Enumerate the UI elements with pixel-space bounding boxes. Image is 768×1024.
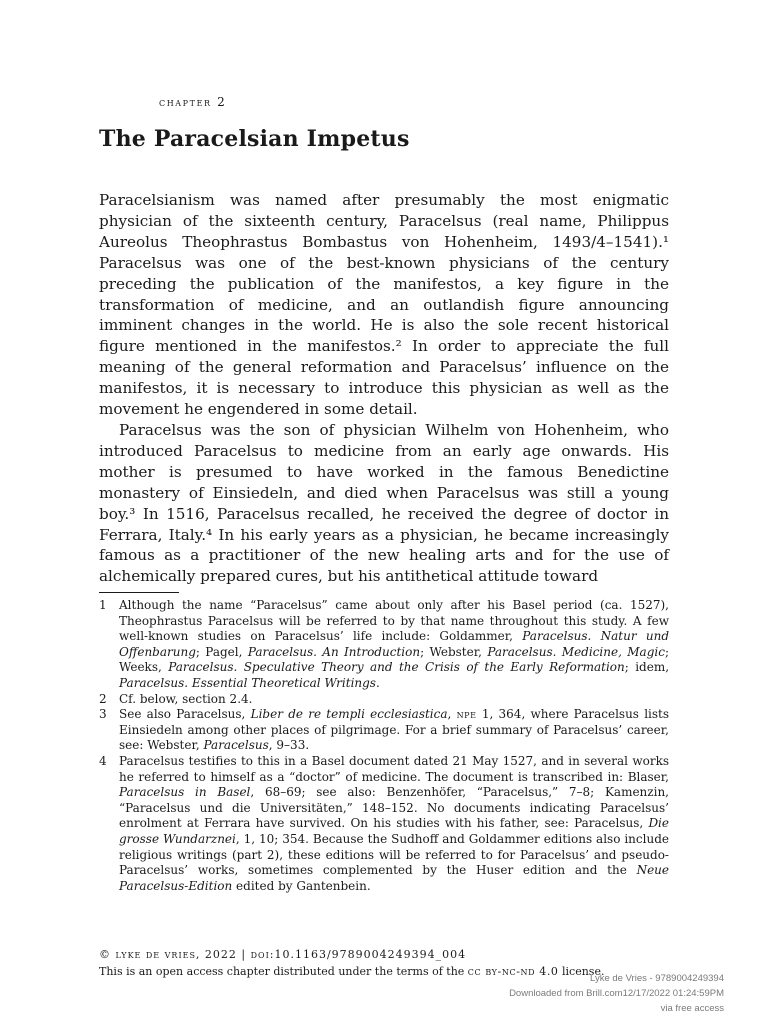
footnote-italic-run: Neue Paracelsus-Edition xyxy=(119,863,669,893)
footnote-text-run: ; Weeks, xyxy=(119,644,670,675)
copyright-text: lyke de vries, 2022 | doi:10.1163/9789004249394_004 xyxy=(115,948,467,961)
footnote-number: 4 xyxy=(99,753,107,768)
copyright-symbol: © xyxy=(99,948,111,961)
footnote-text-run: . xyxy=(375,675,380,690)
footnote-italic-run: Paracelsus. Medicine, Magic xyxy=(487,644,665,659)
footnote-italic-run: Paracelsus xyxy=(203,738,269,753)
watermark-line-1: Lyke de Vries - 9789004249394 xyxy=(590,973,724,984)
footnote-rule xyxy=(99,592,179,593)
footnote-text xyxy=(119,598,669,690)
footnote-text-run: Paracelsus testifies to this in a Basel document dated 21 May 1527, and in several works he referred to himself as a “doctor” of medicine. The document is transcribed in: Blaser, xyxy=(119,753,669,784)
footnote-text-run: ; idem, xyxy=(624,660,670,675)
footnote-italic-run: Paracelsus. An Introduction xyxy=(247,644,421,659)
body-paragraph-1: Paracelsianism was named after presumably the most enigmatic physician of the sixteenth century, Paracelsus (real name, Philippus Aureolus Theophrastus Bombastus von Hohenheim, 1493/4–1541).¹ Paracelsus was one of the best-known physicians of the century preceding the publication of the manifestos, a key figure in the transformation of medicine, and an outlandish figure announcing imminent changes in the world. He is also the sole recent historical figure mentioned in the manifestos.² In order to appreciate the full meaning of the general reformation and Paracelsus’ influence on the manifestos, it is necessary to introduce this physician as well as the movement he engendered in some detail. xyxy=(99,191,669,419)
chapter-label: chapter 2 xyxy=(159,95,227,109)
footnote-text-run: Although the name “Paracelsus” came about only after his Basel period (ca. 1527), Theophrastus Paracelsus will be referred to by that name throughout this study. A few well-known studies on Paracelsus’ life include: Goldammer, xyxy=(119,598,669,644)
footnote-italic-run: Die grosse Wundarznei xyxy=(119,816,669,846)
footnote-italic-run: Paracelsus in Basel xyxy=(119,785,251,800)
footnote-text xyxy=(119,692,252,706)
footnote-1 xyxy=(99,598,669,692)
footnote-text-run: ; Pagel, xyxy=(195,644,248,659)
footnote-text-run: edited by Gantenbein. xyxy=(232,878,371,893)
footnote-italic-run: Paracelsus. Speculative Theory and the Crisis of the Early Reformation xyxy=(168,660,625,675)
footnote-text-run: Cf. below, section 2.4. xyxy=(119,691,253,706)
footnote-text-run: , 1, 10; 354. Because the Sudhoff and Goldammer editions also include religious writings (part 2), these editions will be referred to for Paracelsus’ and pseudo-Paracelsus’ works, sometimes complemented by the Huser edition and the xyxy=(119,831,669,878)
license-suffix: license. xyxy=(558,965,605,978)
footnote-text-run: ; Webster, xyxy=(420,644,488,659)
footnote-text xyxy=(119,707,669,752)
license-prefix: This is an open access chapter distributed under the terms of the xyxy=(99,965,468,978)
footnote-number: 3 xyxy=(99,707,107,722)
footnote-number: 2 xyxy=(99,691,107,706)
footnote-text-run: , xyxy=(447,707,457,722)
footnote-text-run: npe xyxy=(456,707,477,722)
download-watermark xyxy=(509,971,724,1016)
footnote-4 xyxy=(99,754,669,894)
footnote-text-run: , 9–33. xyxy=(268,738,310,753)
footnote-text-run: , 68–69; see also: Benzenhöfer, “Paracelsus,” 7–8; Kamenzin, “Paracelsus und die Universitäten,” 148–152. No documents indicating Paracelsus’ enrolment at Ferrara have survived. On his studies with his father, see: Paracelsus, xyxy=(119,785,669,831)
copyright-line xyxy=(99,948,599,961)
footnote-2 xyxy=(99,692,669,708)
footnote-italic-run: Liber de re templi ecclesiastica xyxy=(250,707,448,722)
body-text xyxy=(99,190,669,587)
footnote-number: 1 xyxy=(99,598,107,612)
watermark-line-2: Downloaded from Brill.com12/17/2022 01:24:59PM xyxy=(509,988,724,999)
footnotes xyxy=(99,598,669,894)
license-link[interactable]: cc by-nc-nd 4.0 xyxy=(467,965,559,978)
chapter-title: The Paracelsian Impetus xyxy=(99,126,410,152)
footnote-text xyxy=(119,754,669,893)
footnote-text-run: 1, 364, where Paracelsus lists Einsiedeln among other places of pilgrimage. For a brief summary of Paracelsus’ career, see: Webster, xyxy=(119,707,670,753)
watermark-line-3: via free access xyxy=(660,1003,724,1014)
footnote-text-run: See also Paracelsus, xyxy=(119,707,251,722)
footnote-italic-run: Paracelsus. Essential Theoretical Writings xyxy=(119,675,376,690)
footnote-3 xyxy=(99,707,669,754)
footnote-italic-run: Paracelsus. Natur und Offenbarung xyxy=(119,629,669,659)
body-paragraph-2: Paracelsus was the son of physician Wilhelm von Hohenheim, who introduced Paracelsus to medicine from an early age onwards. His mother is presumed to have worked in the famous Benedictine monastery of Einsiedeln, and died when Paracelsus was still a young boy.³ In 1516, Paracelsus recalled, he received the degree of doctor in Ferrara, Italy.⁴ In his early years as a physician, he became increasingly famous as a practitioner of the new healing arts and for the use of alchemically prepared cures, but his antithetical attitude toward xyxy=(99,420,669,586)
